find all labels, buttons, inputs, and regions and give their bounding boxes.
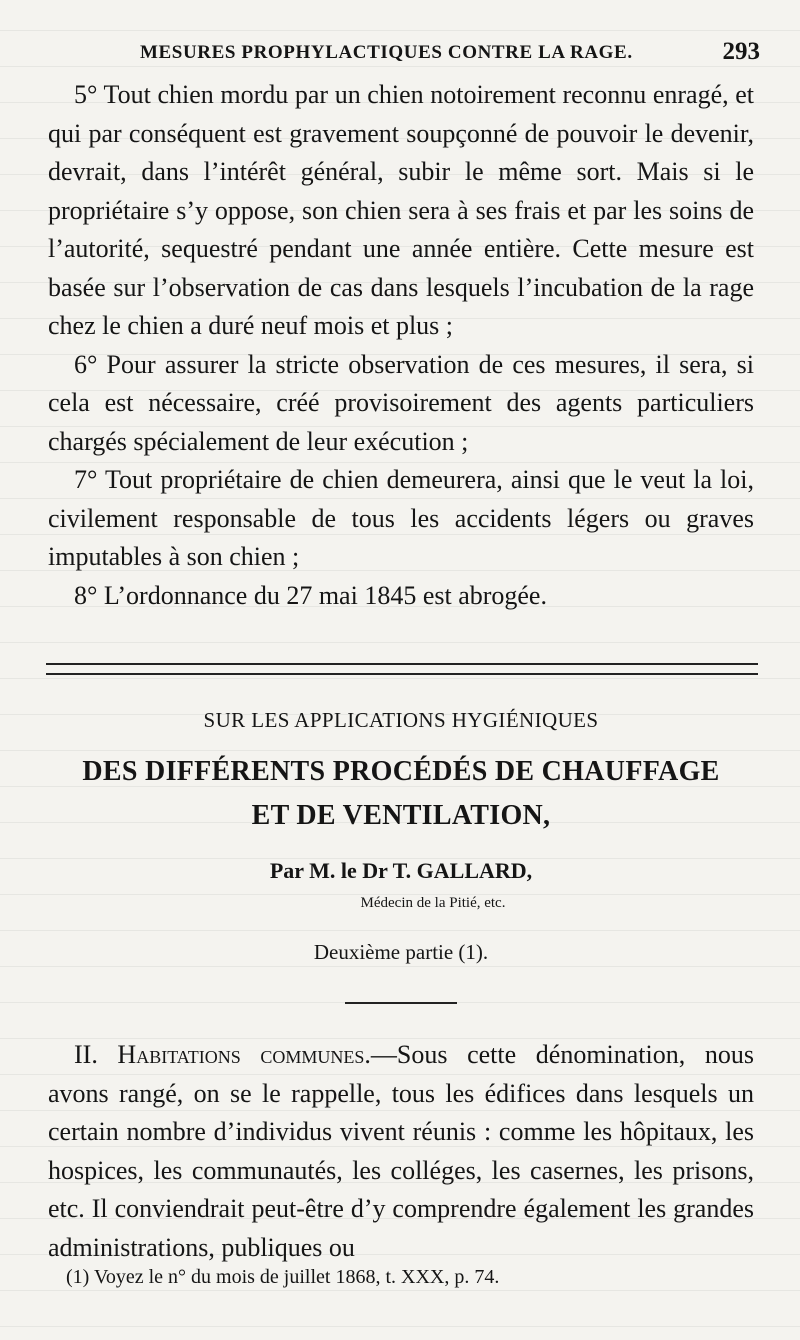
- section-lead: II. Habitations communes.: [74, 1040, 371, 1069]
- short-divider: [345, 1002, 457, 1004]
- article-part-label: Deuxième partie (1).: [313, 940, 489, 964]
- page-header: [140, 36, 760, 76]
- author-affiliation: Médecin de la Pitié, etc.: [360, 895, 506, 911]
- footnote: (1) Voyez le n° du mois de juillet 1868, t. XXX, p. 74.: [66, 1266, 500, 1288]
- article-title-line2: ET DE VENTILATION,: [251, 800, 551, 831]
- section-divider: [46, 663, 758, 675]
- paragraph-item-8: 8° L’ordonnance du 27 mai 1845 est abrogée.: [74, 580, 547, 610]
- article-kicker: SUR LES APPLICATIONS HYGIÉNIQUES: [203, 708, 599, 732]
- article-byline: Par M. le Dr T. GALLARD,: [269, 858, 533, 883]
- second-text-block: [48, 1036, 754, 1267]
- section-text: —Sous cette dénomination, nous avons rangé, on se le rappelle, tous les édifices dans lesquels un certain nombre d’individus vivent réunis : comme les hôpitaux, les hospices, les communautés, les colléges, les casernes, les prisons, etc. Il conviendrait peut-être d’y comprendre également les grandes administrations, publiques ou: [48, 1040, 754, 1262]
- top-text-block: [48, 76, 754, 615]
- article-title-line1: DES DIFFÉRENTS PROCÉDÉS DE CHAUFFAGE: [82, 756, 720, 787]
- paragraph-item-6: 6° Pour assurer la stricte observation de ces mesures, il sera, si cela est nécessaire, créé provisoirement des agents particuliers chargés spécialement de leur exécution ;: [48, 349, 754, 456]
- page-number: 293: [722, 38, 760, 65]
- paragraph-item-7: 7° Tout propriétaire de chien demeurera, ainsi que le veut la loi, civilement responsable de tous les accidents légers ou graves imputables à son chien ;: [48, 465, 754, 571]
- running-title: MESURES PROPHYLACTIQUES CONTRE LA RAGE.: [140, 42, 633, 63]
- habitations-paragraph: [48, 1036, 754, 1267]
- paragraph-item-5: 5° Tout chien mordu par un chien notoirement reconnu enragé, et qui par conséquent est gravement soupçonné de pouvoir le devenir, devrait, dans l’intérêt général, subir le même sort. Mais si le propriétaire s’y oppose, son chien sera à ses frais et par les soins de l’autorité, sequestré pendant une année entière. Cette mesure est basée sur l’observation de cas dans lesquels l’incubation de la rage chez le chien a duré neuf mois et plus ;: [48, 80, 754, 340]
